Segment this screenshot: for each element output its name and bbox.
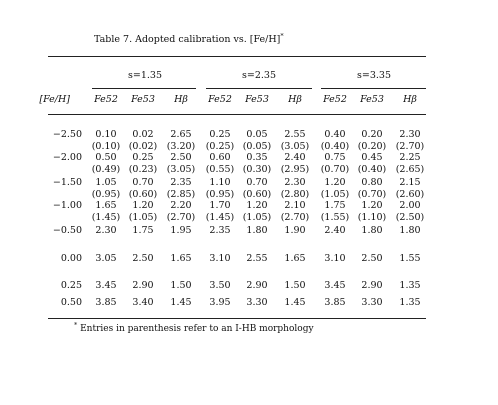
table-cell: 0.02	[132, 129, 154, 140]
table-cell: 2.90	[361, 280, 383, 291]
table-cell-ihb: (2.80)	[280, 189, 310, 200]
table-cell: 2.90	[132, 280, 154, 291]
table-cell: 1.65	[284, 253, 306, 264]
table-cell-ihb: (0.95)	[205, 189, 235, 200]
row-label: −0.50	[52, 225, 82, 236]
table-cell: 1.50	[284, 280, 306, 291]
table-cell: 1.95	[170, 225, 192, 236]
table-cell: 0.40	[324, 129, 346, 140]
table-cell: 1.70	[209, 200, 231, 211]
table-cell-ihb: (2.70)	[395, 141, 425, 152]
table-cell: 0.45	[361, 152, 383, 163]
table-cell-ihb: (1.55)	[320, 212, 350, 223]
table-cell: 2.55	[246, 253, 268, 264]
table-cell: 1.20	[324, 177, 346, 188]
table-cell: 2.35	[170, 177, 192, 188]
table-cell: 2.65	[170, 129, 192, 140]
table-cell-ihb: (2.70)	[166, 212, 196, 223]
table-cell: 2.30	[399, 129, 421, 140]
table-cell: 1.80	[246, 225, 268, 236]
table-cell-ihb: (0.05)	[242, 141, 272, 152]
caption-mark: *	[280, 32, 284, 40]
table-cell: 2.50	[132, 253, 154, 264]
column-header: Hβ	[174, 94, 188, 105]
table-cell: 3.30	[246, 297, 268, 308]
table-cell: 2.00	[399, 200, 421, 211]
table-cell: 1.50	[170, 280, 192, 291]
column-header: Fe52	[94, 94, 118, 105]
footnote-text: Entries in parenthesis refer to an I-HB morphology	[77, 324, 314, 334]
table-cell-ihb: (3.05)	[166, 164, 196, 175]
table-cell-ihb: (0.25)	[205, 141, 235, 152]
column-header: Fe53	[131, 94, 155, 105]
table-cell-ihb: (2.60)	[395, 189, 425, 200]
column-header: Hβ	[403, 94, 417, 105]
table-cell-ihb: (3.05)	[280, 141, 310, 152]
table-cell: 1.20	[361, 200, 383, 211]
table-cell: 2.50	[170, 152, 192, 163]
column-header: Hβ	[288, 94, 302, 105]
table-cell-ihb: (0.40)	[357, 164, 387, 175]
table-cell: 0.35	[246, 152, 268, 163]
group-header-2: s=2.35	[242, 70, 276, 81]
row-label: 0.50	[60, 297, 82, 308]
table-cell: 1.20	[132, 200, 154, 211]
table-cell-ihb: (1.45)	[205, 212, 235, 223]
table-cell: 1.75	[132, 225, 154, 236]
table-cell: 1.80	[361, 225, 383, 236]
table-cell-ihb: (2.70)	[280, 212, 310, 223]
table-cell: 1.05	[95, 177, 117, 188]
table-cell-ihb: (0.95)	[91, 189, 121, 200]
table-cell: 0.05	[246, 129, 268, 140]
table-cell: 2.20	[170, 200, 192, 211]
table-cell-ihb: (2.50)	[395, 212, 425, 223]
table-cell: 3.45	[95, 280, 117, 291]
row-label-header: [Fe/H]	[39, 94, 70, 105]
caption-text: Table 7. Adopted calibration vs. [Fe/H]	[94, 34, 281, 45]
table-cell: 3.10	[324, 253, 346, 264]
table-cell: 2.90	[246, 280, 268, 291]
table-cell: 0.80	[361, 177, 383, 188]
table-cell: 1.35	[399, 297, 421, 308]
table-caption	[94, 32, 284, 45]
row-label: −1.00	[52, 200, 82, 211]
table-cell-ihb: (1.10)	[357, 212, 387, 223]
table-cell: 1.55	[399, 253, 421, 264]
table-cell: 1.65	[95, 200, 117, 211]
table-cell: 1.80	[399, 225, 421, 236]
table-cell: 1.10	[209, 177, 231, 188]
table-cell: 1.65	[170, 253, 192, 264]
table-cell: 1.45	[284, 297, 306, 308]
table-cell-ihb: (1.05)	[320, 189, 350, 200]
column-header: Fe52	[323, 94, 347, 105]
column-header: Fe52	[208, 94, 232, 105]
table-cell: 0.70	[246, 177, 268, 188]
table-cell-ihb: (0.23)	[128, 164, 158, 175]
top-rule	[48, 56, 426, 57]
bottom-rule	[48, 318, 426, 319]
group-header-3: s=3.35	[357, 70, 391, 81]
table-cell: 0.75	[324, 152, 346, 163]
table-cell: 2.10	[284, 200, 306, 211]
table-cell: 0.25	[132, 152, 154, 163]
table-cell: 2.40	[284, 152, 306, 163]
table-cell: 3.05	[95, 253, 117, 264]
table-cell: 0.70	[132, 177, 154, 188]
footnote	[74, 321, 314, 334]
table-cell-ihb: (0.55)	[205, 164, 235, 175]
table-cell: 2.55	[284, 129, 306, 140]
table-cell-ihb: (2.85)	[166, 189, 196, 200]
table-cell: 0.25	[209, 129, 231, 140]
table-cell: 2.50	[361, 253, 383, 264]
header-rule	[48, 114, 426, 115]
group-rule-3	[321, 88, 426, 89]
table-cell-ihb: (0.30)	[242, 164, 272, 175]
table-cell-ihb: (1.05)	[242, 212, 272, 223]
table-cell: 1.35	[399, 280, 421, 291]
column-header: Fe53	[245, 94, 269, 105]
table-cell: 2.25	[399, 152, 421, 163]
row-label: −1.50	[52, 177, 82, 188]
table-cell: 2.30	[95, 225, 117, 236]
table-cell-ihb: (0.70)	[320, 164, 350, 175]
table-cell: 0.20	[361, 129, 383, 140]
table-cell: 3.95	[209, 297, 231, 308]
table-cell-ihb: (0.60)	[242, 189, 272, 200]
table-cell-ihb: (0.49)	[91, 164, 121, 175]
table-cell: 3.85	[324, 297, 346, 308]
table-cell: 0.60	[209, 152, 231, 163]
table-cell: 1.20	[246, 200, 268, 211]
column-header: Fe53	[360, 94, 384, 105]
table-cell: 2.30	[284, 177, 306, 188]
row-label: 0.25	[60, 280, 82, 291]
table-cell-ihb: (0.02)	[128, 141, 158, 152]
table-cell: 2.35	[209, 225, 231, 236]
table-cell: 3.50	[209, 280, 231, 291]
table-cell: 2.40	[324, 225, 346, 236]
table-cell: 0.50	[95, 152, 117, 163]
group-rule-2	[206, 88, 312, 89]
row-label: −2.00	[52, 152, 82, 163]
table-cell-ihb: (0.10)	[91, 141, 121, 152]
table-cell: 1.90	[284, 225, 306, 236]
row-label: −2.50	[52, 129, 82, 140]
table-cell: 3.30	[361, 297, 383, 308]
table-cell: 3.85	[95, 297, 117, 308]
table-cell: 0.10	[95, 129, 117, 140]
table-cell-ihb: (1.45)	[91, 212, 121, 223]
table-cell: 3.10	[209, 253, 231, 264]
table-cell-ihb: (3.20)	[166, 141, 196, 152]
table-cell-ihb: (0.60)	[128, 189, 158, 200]
group-header-1: s=1.35	[128, 70, 162, 81]
table-cell: 2.15	[399, 177, 421, 188]
table-cell-ihb: (0.70)	[357, 189, 387, 200]
row-label: 0.00	[60, 253, 82, 264]
table-cell-ihb: (1.05)	[128, 212, 158, 223]
table-cell: 1.75	[324, 200, 346, 211]
table-cell: 1.45	[170, 297, 192, 308]
group-rule-1	[92, 88, 196, 89]
table-cell-ihb: (0.20)	[357, 141, 387, 152]
table-cell: 3.40	[132, 297, 154, 308]
table-cell-ihb: (2.95)	[280, 164, 310, 175]
table-cell-ihb: (2.65)	[395, 164, 425, 175]
table-cell: 3.45	[324, 280, 346, 291]
footnote-mark: *	[74, 321, 78, 329]
table-cell-ihb: (0.40)	[320, 141, 350, 152]
